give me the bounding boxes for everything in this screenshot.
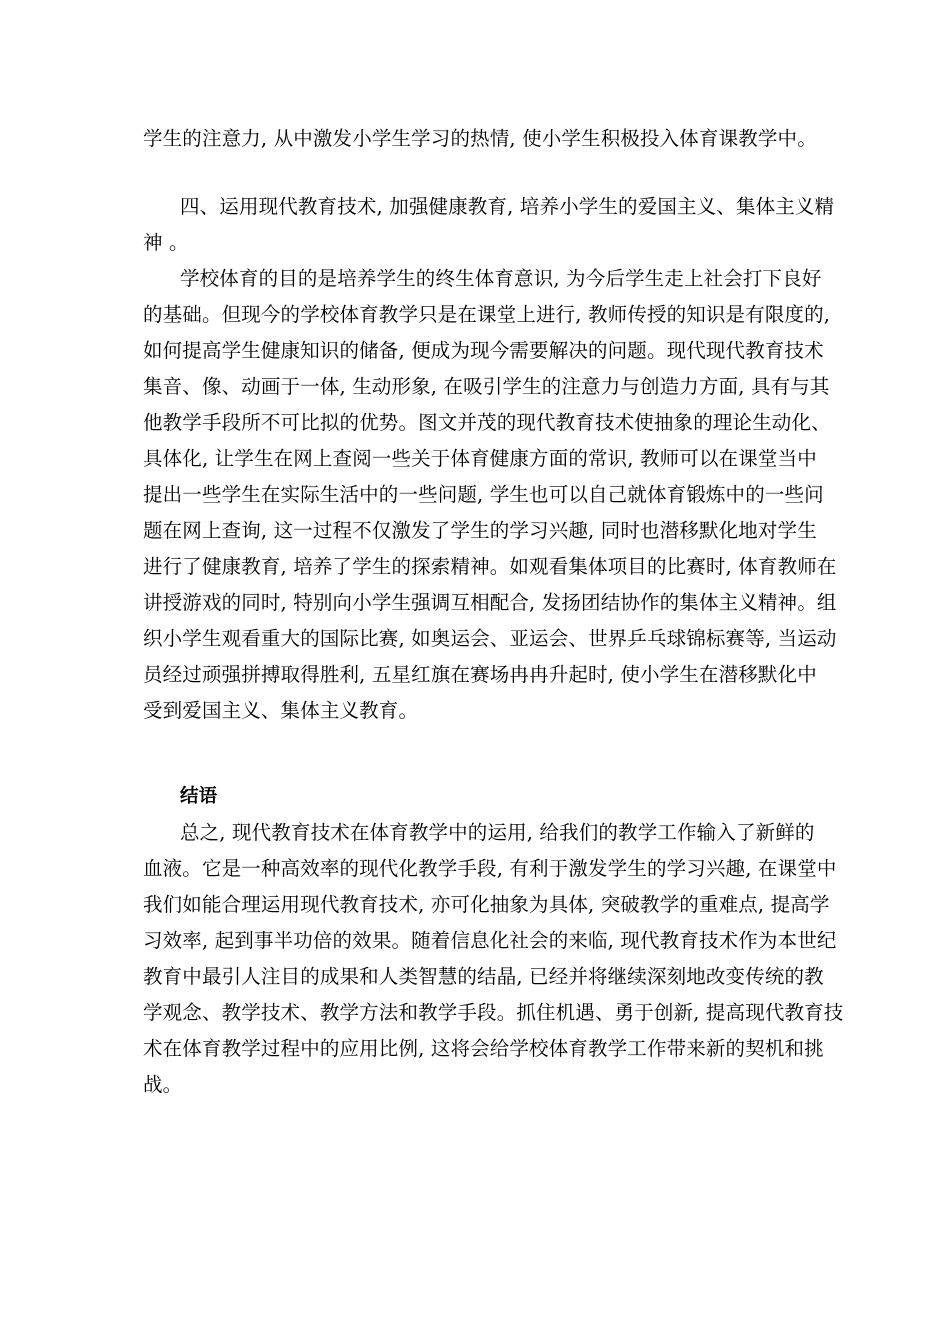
- section4-paragraph-line: 讲授游戏的同时, 特别向小学生强调互相配合, 发扬团结协作的集体主义精神。组: [143, 591, 837, 614]
- section4-paragraph-line: 如何提高学生健康知识的储备, 便成为现今需要解决的问题。现代现代教育技术: [143, 339, 824, 362]
- section4-paragraph-line: 集音、像、动画于一体, 生动形象, 在吸引学生的注意力与创造力方面, 具有与其: [143, 375, 830, 398]
- conclusion-paragraph-line: 我们如能合理运用现代教育技术, 亦可化抽象为具体, 突破教学的重难点, 提高学: [143, 893, 830, 916]
- conclusion-paragraph-line: 术在体育教学过程中的应用比例, 这将会给学校体育教学工作带来新的契机和挑: [143, 1037, 824, 1060]
- conclusion-paragraph-line: 血液。它是一种高效率的现代化教学手段, 有利于激发学生的学习兴趣, 在课堂中: [143, 857, 837, 880]
- section4-paragraph-line: 学校体育的目的是培养学生的终生体育意识, 为今后学生走上社会打下良好: [180, 267, 822, 290]
- conclusion-paragraph-line: 战。: [143, 1073, 183, 1096]
- conclusion-paragraph-line: 总之, 现代教育技术在体育教学中的运用, 给我们的教学工作输入了新鲜的: [180, 821, 815, 844]
- section4-paragraph-line: 他教学手段所不可比拟的优势。图文并茂的现代教育技术使抽象的理论生动化、: [143, 411, 831, 434]
- section4-paragraph-line: 题在网上查询, 这一过程不仅激发了学生的学习兴趣, 同时也潜移默化地对学生: [143, 519, 817, 542]
- section4-paragraph-line: 提出一些学生在实际生活中的一些问题, 学生也可以自己就体育锻炼中的一些问: [143, 483, 824, 506]
- section4-paragraph-line: 的基础。但现今的学校体育教学只是在课堂上进行, 教师传授的知识是有限度的,: [143, 303, 831, 326]
- section4-heading-line-1: 四、运用现代教育技术, 加强健康教育, 培养小学生的爱国主义、集体主义精: [180, 195, 835, 218]
- conclusion-paragraph-line: 学观念、教学技术、教学方法和教学手段。抓住机遇、勇于创新, 提高现代教育技: [143, 1001, 844, 1024]
- conclusion-paragraph-line: 教育中最引人注目的成果和人类智慧的结晶, 已经并将继续深刻地改变传统的教: [143, 965, 824, 988]
- section4-paragraph-line: 受到爱国主义、集体主义教育。: [143, 699, 419, 722]
- section4-heading-line-2: 神 。: [143, 231, 189, 254]
- section4-paragraph-line: 具体化, 让学生在网上查阅一些关于体育健康方面的常识, 教师可以在课堂当中: [143, 447, 817, 470]
- conclusion-paragraph-line: 习效率, 起到事半功倍的效果。随着信息化社会的来临, 现代教育技术作为本世纪: [143, 929, 837, 952]
- conclusion-heading: 结语: [180, 786, 218, 807]
- intro-line: 学生的注意力, 从中激发小学生学习的热情, 使小学生积极投入体育课教学中。: [143, 127, 817, 150]
- section4-paragraph-line: 织小学生观看重大的国际比赛, 如奥运会、亚运会、世界乒乓球锦标赛等, 当运动: [143, 627, 837, 650]
- section4-paragraph-line: 员经过顽强拼搏取得胜利, 五星红旗在赛场冉冉升起时, 使小学生在潜移默化中: [143, 663, 817, 686]
- section4-paragraph-line: 进行了健康教育, 培养了学生的探索精神。如观看集体项目的比赛时, 体育教师在: [143, 555, 837, 578]
